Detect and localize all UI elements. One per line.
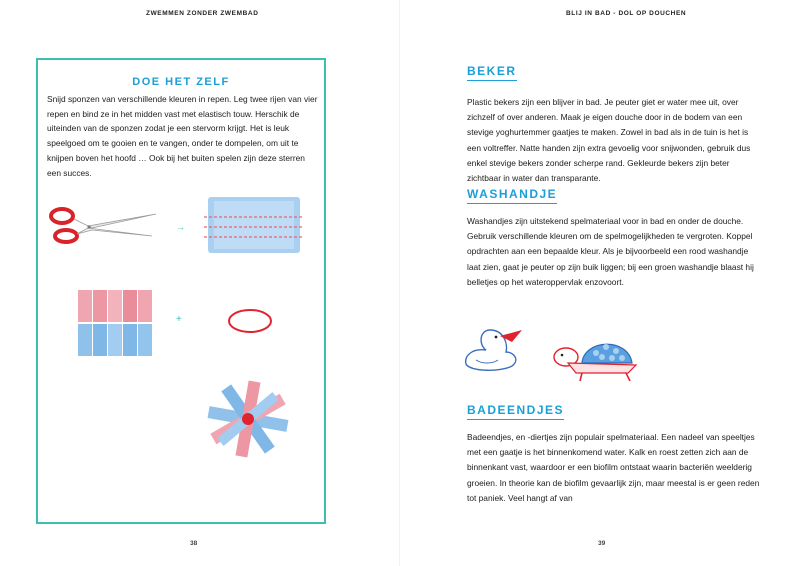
diy-box-title: DOE HET ZELF: [132, 76, 230, 88]
section-text-beker: Plastic bekers zijn een blijver in bad. Je peuter giet er water mee uit, over zichzelf of over anderen. Maak je eigen douche door in de bodem van een stevige yoghurtemmer gaatjes te maken. Zowel in bad als in de tuin is het is een voltreffer. Natte handen zijn extra gevoelig voor snijwonden, gebruik dus enkel stevige bekers zonder scherpe rand. Gekleurde bekers zijn beter zichtbaar in water dan transparante.: [467, 97, 751, 184]
heading-underline: [467, 419, 564, 421]
page-number-left: 38: [190, 540, 198, 547]
rubber-duck-icon: [462, 322, 528, 374]
arrow-operator: →: [176, 222, 185, 232]
section-text-badeendjes: Badeendjes, en -diertjes zijn populair spelmateriaal. Een nadeel van speeltjes met een gaatje is het binnenkomend water. Kalk en roest zetten zich aan de binnenkant vast, waardoor er een biofilm ontstaat waarin bacteriën weelderig groeien. In theorie kan de biofilm gevaarlijk zijn, maar meestal is er geen reden tot paniek. Veel hangt af van: [467, 432, 760, 503]
sponge-stack-icon: [76, 288, 156, 358]
running-head-left: ZWEMMEN ZONDER ZWEMBAD: [146, 10, 259, 17]
sponge-strips-icon: [206, 195, 304, 257]
heading-underline: [467, 203, 557, 205]
section-heading-badeendjes: [467, 403, 564, 417]
section-heading-washandje: [467, 187, 557, 201]
heading-text: BADEENDJES: [467, 403, 565, 417]
plus-operator: +: [176, 314, 182, 325]
heading-text: BEKER: [467, 64, 517, 78]
section-text-washandje: Washandjes zijn uitstekend spelmateriaal voor in bad en onder de douche. Gebruik verschillende kleuren om de spelmogelijkheden te vergroten. Koppel opdrachten aan een bepaalde kleur. Als je bijvoorbeeld een rood washandje laat zien, gaat je peuter op zijn buik liggen; bij een groen washandje blaast hij belletjes op het wateroppervlak enzovoort.: [467, 216, 754, 287]
heading-underline: [467, 80, 517, 82]
elastic-band-icon: [226, 306, 274, 336]
page-number-right: 39: [598, 540, 606, 547]
heading-text: WASHANDJE: [467, 187, 558, 201]
sponge-star-icon: [204, 384, 292, 454]
section-heading-beker: [467, 64, 517, 78]
running-head-right: BLIJ IN BAD - DOL OP DOUCHEN: [566, 10, 687, 17]
scissors-icon: [48, 206, 158, 246]
diy-box-text: Snijd sponzen van verschillende kleuren in repen. Leg twee rijen van vier repen en bind ze in het midden vast met elastisch touw. Herschik de uiteinden van de sponzen zodat je een stervorm krijgt. Het is leuk speelgoed om te gooien en te vangen, onder te dompelen, om uit te knijpen boven het hoofd … Ook bij het buiten spelen zijn deze sterren een succes.: [47, 94, 318, 178]
toy-turtle-icon: [546, 333, 642, 385]
